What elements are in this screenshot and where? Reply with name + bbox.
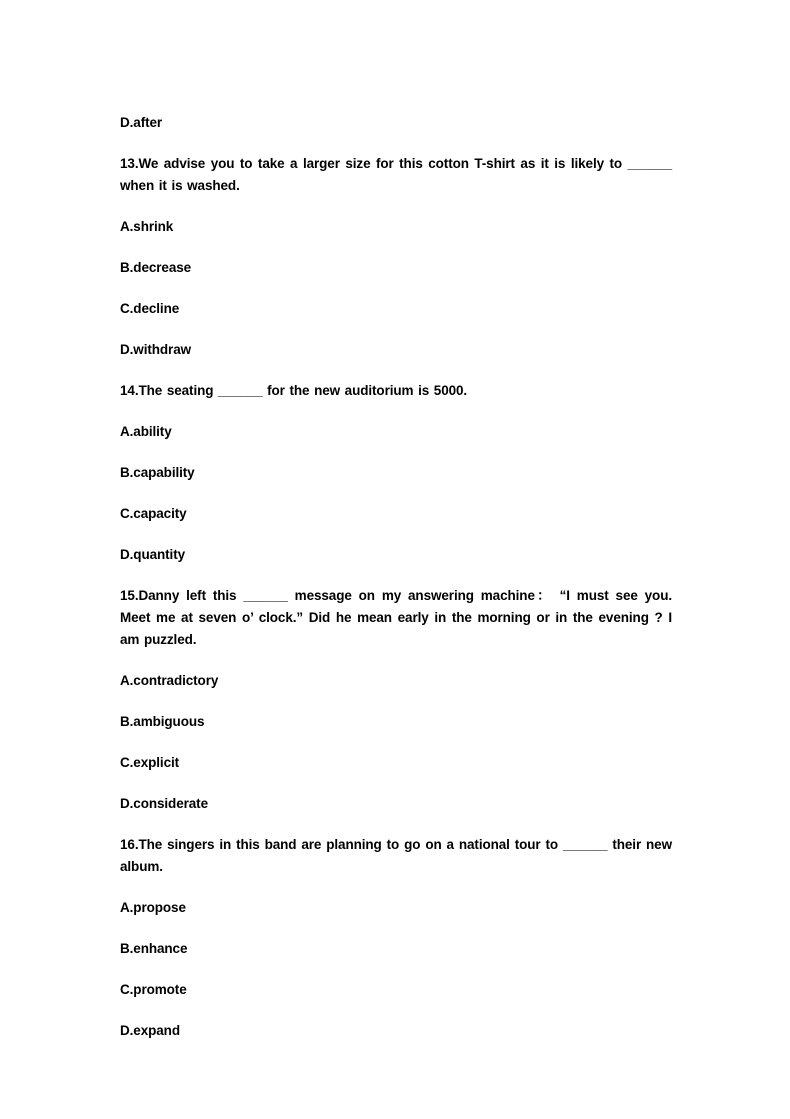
question-15-option-b: B.ambiguous bbox=[120, 714, 205, 729]
question-13-option-d: D.withdraw bbox=[120, 342, 192, 357]
question-14-option-d: D.quantity bbox=[120, 547, 185, 562]
question-15-option-c: C.explicit bbox=[120, 755, 180, 770]
question-15-option-a: A.contradictory bbox=[120, 673, 219, 688]
question-16-option-c: C.promote bbox=[120, 982, 187, 997]
question-16-option-b: B.enhance bbox=[120, 941, 188, 956]
question-13-text: 13.We advise you to take a larger size for this cotton T-shirt as it is likely to ______ when it is washed. bbox=[120, 156, 672, 193]
question-13-option-c: C.decline bbox=[120, 301, 180, 316]
question-15-text: 15.Danny left this ______ message on my answering machine： “I must see you. Meet me at seven o’ clock.” Did he mean early in the morning or in the evening ? I am puzzled. bbox=[120, 588, 672, 647]
option-item-prev-d: D.after bbox=[120, 115, 163, 130]
question-15-option-d: D.considerate bbox=[120, 796, 208, 811]
question-16-option-a: A.propose bbox=[120, 900, 186, 915]
question-14-text: 14.The seating ______ for the new auditorium is 5000. bbox=[120, 383, 468, 398]
question-14-option-c: C.capacity bbox=[120, 506, 187, 521]
question-13-option-b: B.decrease bbox=[120, 260, 192, 275]
question-14-option-b: B.capability bbox=[120, 465, 195, 480]
question-14-option-a: A.ability bbox=[120, 424, 172, 439]
question-16-text: 16.The singers in this band are planning to go on a national tour to ______ their new album. bbox=[120, 837, 672, 874]
question-16-option-d: D.expand bbox=[120, 1023, 180, 1038]
question-13-option-a: A.shrink bbox=[120, 219, 174, 234]
